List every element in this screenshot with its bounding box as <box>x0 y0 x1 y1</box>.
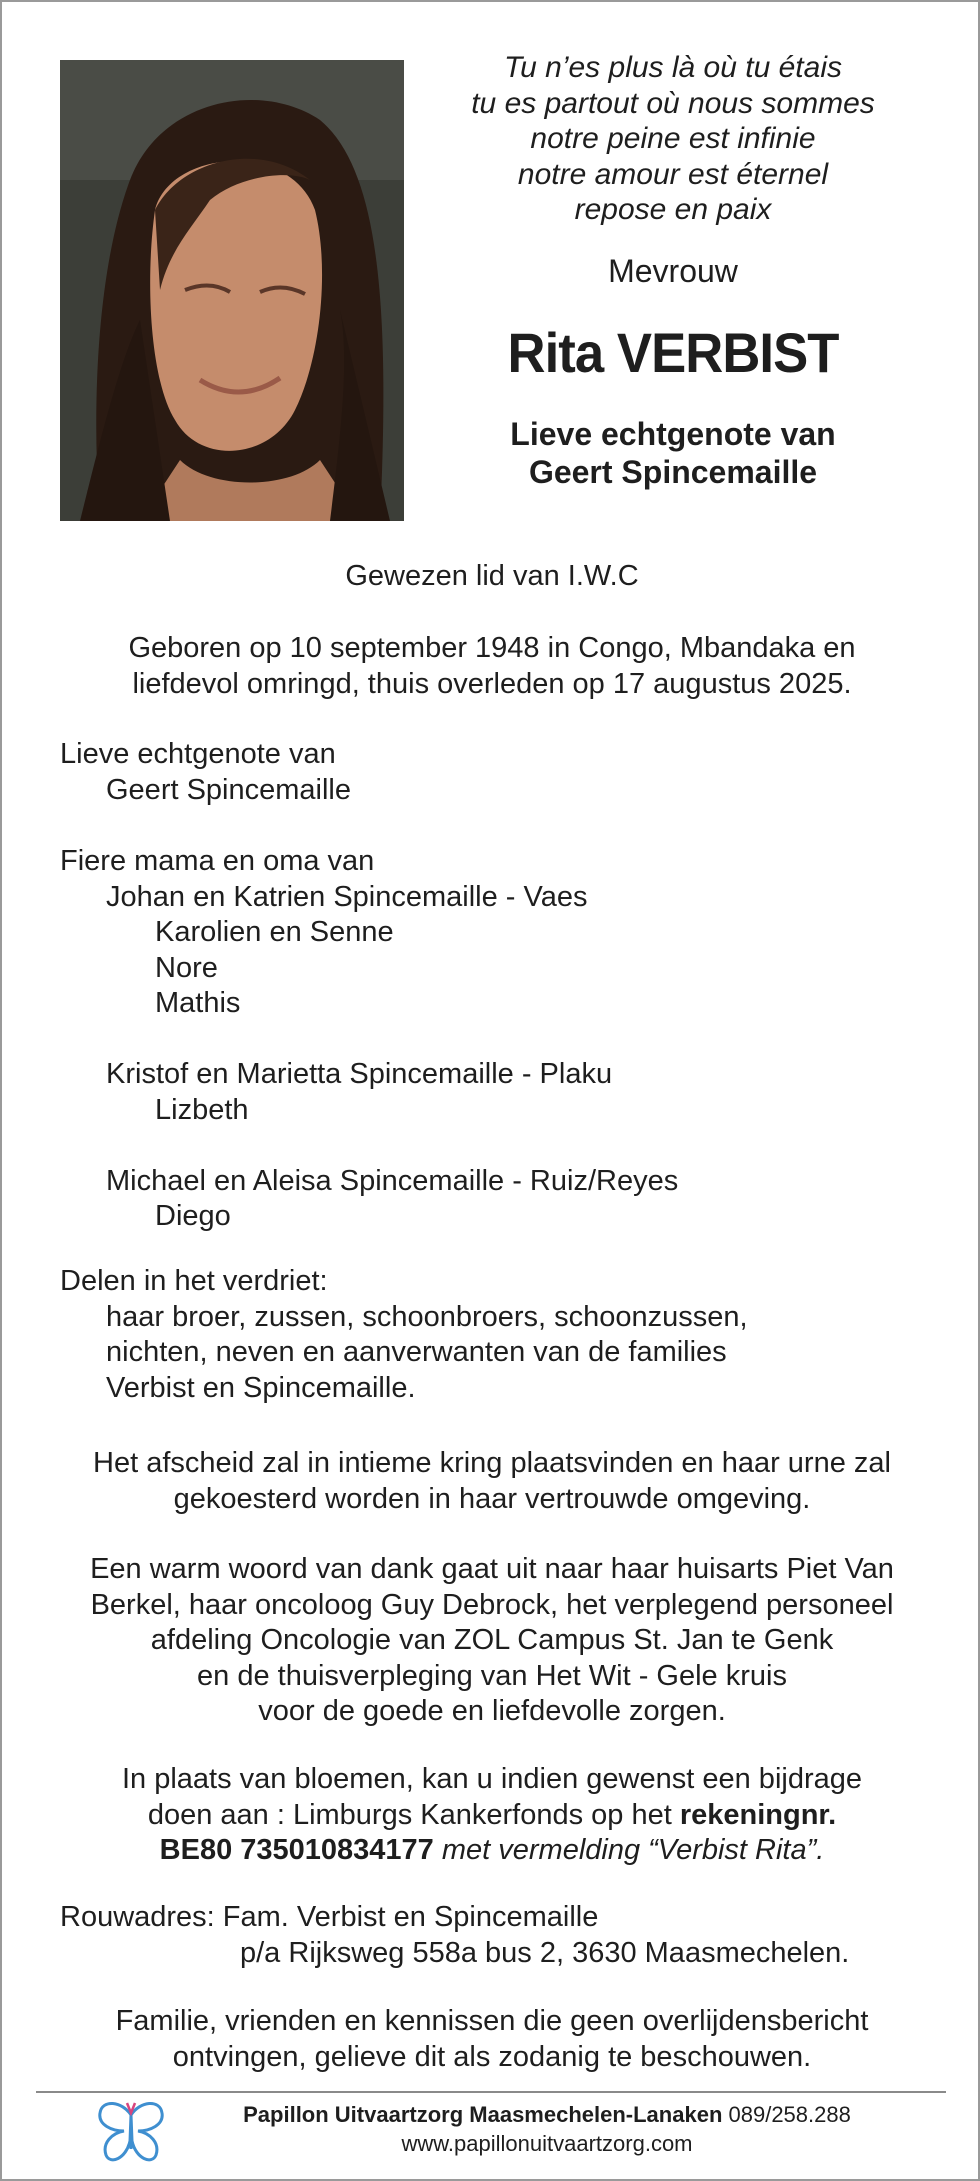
text-line: In plaats van bloemen, kan u indien gewenst een bijdrage <box>121 1763 862 1795</box>
text-line: afdeling Oncologie van ZOL Campus St. Jan te Genk <box>150 1624 834 1656</box>
donation-text <box>42 1762 942 1869</box>
text-line: Familie, vrienden en kennissen die geen overlijdensbericht <box>115 2005 869 2037</box>
spouse-heading <box>432 415 914 491</box>
family-child: Karolien en Senne <box>155 916 394 948</box>
text-line: ontvingen, gelieve dit als zodanig te beschouwen. <box>172 2040 812 2073</box>
spouse-heading-line: Geert Spincemaille <box>528 453 818 490</box>
spouse-name: Geert Spincemaille <box>106 773 351 806</box>
closing-text <box>42 2004 942 2075</box>
poem <box>432 50 914 228</box>
birth-death-text <box>42 631 942 702</box>
deceased-name: Rita VERBIST <box>507 320 839 384</box>
text-line: Het afscheid zal in intieme kring plaatsvinden en haar urne zal <box>93 1447 891 1479</box>
text-line <box>42 1798 942 1834</box>
poem-line: notre amour est éternel <box>517 157 829 191</box>
family-child: Nore <box>155 951 218 984</box>
text-line: liefdevol omringd, thuis overleden op 17 augustus 2025. <box>132 667 852 700</box>
poem-line: notre peine est infinie <box>530 122 816 155</box>
family-parents: Kristof en Marietta Spincemaille - Plaku <box>106 1058 613 1090</box>
account-number: BE80 735010834177 <box>159 1834 434 1866</box>
account-label: rekeningnr. <box>679 1798 837 1831</box>
divider <box>36 2091 946 2093</box>
farewell-text <box>42 1446 942 1517</box>
text-line: voor de goede en liefdevolle zorgen. <box>258 1695 726 1727</box>
company-website[interactable]: www.papillonuitvaartzorg.com <box>401 2131 693 2156</box>
family-parents: Michael en Aleisa Spincemaille - Ruiz/Reyes <box>106 1164 679 1197</box>
thanks-text <box>42 1552 942 1730</box>
spouse-heading-line: Lieve echtgenote van <box>510 415 836 452</box>
spouse-block <box>60 737 940 808</box>
poem-line: tu es partout où nous sommes <box>471 86 875 120</box>
address-line: p/a Rijksweg 558a bus 2, 3630 Maasmechelen. <box>240 1936 850 1969</box>
text-line: gekoesterd worden in haar vertrouwde omgeving. <box>173 1482 811 1515</box>
butterfly-logo-icon <box>94 2097 168 2165</box>
family-block <box>60 844 940 1235</box>
grief-label: Delen in het verdriet: <box>60 1265 328 1297</box>
poem-line: repose en paix <box>574 193 772 226</box>
family-child: Lizbeth <box>155 1093 249 1126</box>
donation-prefix: doen aan : Limburgs Kankerfonds op het <box>147 1798 680 1831</box>
text-line: Geboren op 10 september 1948 in Congo, Mbandaka en <box>128 632 856 664</box>
grief-line: nichten, neven en aanverwanten van de families <box>106 1336 727 1368</box>
family-child: Mathis <box>155 987 241 1019</box>
membership: Gewezen lid van I.W.C <box>345 560 639 592</box>
family-label: Fiere mama en oma van <box>60 845 375 877</box>
portrait-photo <box>60 60 404 521</box>
honorific: Mevrouw <box>608 252 738 289</box>
header-block <box>432 50 914 491</box>
text-line: Berkel, haar oncoloog Guy Debrock, het verplegend personeel <box>90 1588 894 1621</box>
footer-company-line <box>187 2100 907 2129</box>
address-label: Rouwadres: Fam. Verbist en Spincemaille <box>60 1901 599 1933</box>
spouse-label: Lieve echtgenote van <box>60 738 336 770</box>
family-parents: Johan en Katrien Spincemaille - Vaes <box>106 880 588 913</box>
address-block <box>60 1900 940 1971</box>
family-child: Diego <box>155 1200 231 1232</box>
grief-line: haar broer, zussen, schoonbroers, schoonzussen, <box>106 1300 748 1333</box>
company-name: Papillon Uitvaartzorg Maasmechelen-Lanaken <box>243 2102 723 2127</box>
grief-block <box>60 1264 940 1406</box>
text-line <box>42 1833 942 1869</box>
company-phone: 089/258.288 <box>722 2102 851 2127</box>
grief-line: Verbist en Spincemaille. <box>106 1371 416 1404</box>
poem-line: Tu n’es plus là où tu étais <box>504 51 842 84</box>
footer <box>187 2100 907 2158</box>
text-line: Een warm woord van dank gaat uit naar haar huisarts Piet Van <box>90 1553 894 1585</box>
text-line: en de thuisverpleging van Het Wit - Gele kruis <box>197 1659 787 1692</box>
donation-mention: met vermelding “Verbist Rita”. <box>433 1834 825 1866</box>
